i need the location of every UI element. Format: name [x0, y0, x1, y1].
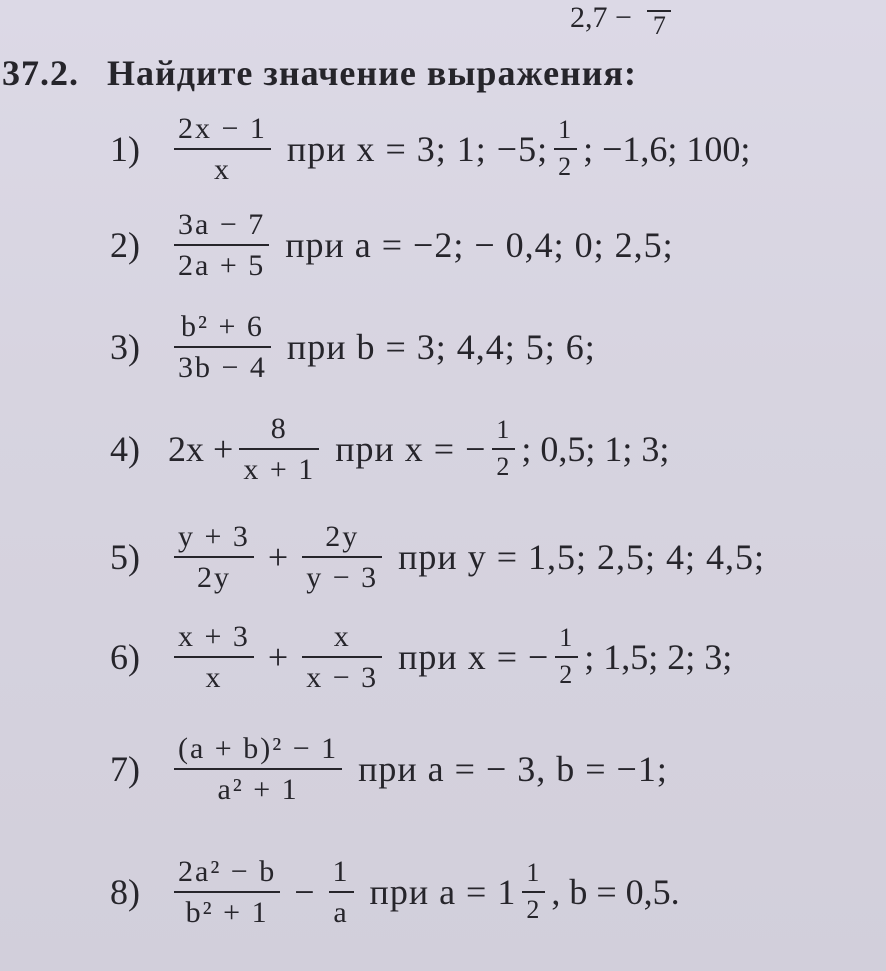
fraction-denominator: 2a + 5	[178, 249, 266, 282]
exercise-title: Найдите значение выражения:	[107, 53, 637, 93]
fraction-numerator: 2y	[325, 520, 360, 553]
fraction-denominator: 2	[526, 895, 542, 924]
condition-text: при x = 3; 1; −5;	[286, 129, 549, 169]
fraction-numerator: 1	[558, 115, 574, 145]
operator: +	[267, 537, 289, 577]
fraction-numerator: 2x − 1	[178, 112, 267, 145]
expression-fraction	[174, 310, 271, 384]
expression-fraction-2	[302, 520, 382, 594]
exercise-header	[2, 52, 637, 94]
fraction-numerator: b² + 6	[181, 310, 264, 343]
operator: −	[294, 872, 315, 912]
condition-fraction	[522, 859, 545, 924]
condition-text-end: ; −1,6; 100;	[583, 129, 751, 169]
fraction-numerator: y + 3	[178, 520, 250, 553]
condition-fraction	[555, 624, 578, 689]
item-label: 3)	[110, 327, 140, 367]
fraction-denominator: 2	[559, 660, 575, 689]
expression-fraction	[174, 112, 271, 186]
fraction-numerator: (a + b)² − 1	[178, 732, 339, 765]
condition-text-end: ; 1,5; 2; 3;	[584, 637, 733, 677]
item-label: 8)	[110, 872, 140, 912]
exercise-number: 37.2.	[2, 53, 79, 93]
fraction-denominator: x	[205, 661, 223, 694]
item-label: 5)	[110, 537, 140, 577]
fragment-text: 2,7 −	[570, 0, 632, 34]
item-label: 4)	[110, 429, 140, 469]
fraction-numerator: 1	[332, 855, 350, 888]
item-label: 7)	[110, 749, 140, 789]
fraction-denominator: 2	[496, 452, 512, 481]
previous-exercise-fragment	[570, 0, 677, 40]
condition-text: при x = −	[398, 637, 550, 677]
fraction-denominator: 2y	[196, 561, 231, 594]
fraction-denominator: 2	[558, 152, 574, 181]
expression-item-3	[110, 310, 596, 384]
fraction-numerator: 1	[559, 623, 575, 653]
fraction-denominator: x − 3	[306, 661, 379, 694]
fraction-numerator: 8	[270, 412, 288, 445]
expression-prefix: 2x +	[168, 429, 234, 469]
fraction-numerator: 1	[526, 858, 542, 888]
condition-text: при a = −2; − 0,4; 0; 2,5;	[285, 225, 674, 265]
expression-fraction	[174, 732, 342, 806]
fraction-denominator: x	[213, 153, 231, 186]
expression-fraction-2	[302, 620, 382, 694]
expression-fraction	[239, 412, 319, 486]
fraction-denominator: y − 3	[306, 561, 379, 594]
item-label: 2)	[110, 225, 140, 265]
item-label: 6)	[110, 637, 140, 677]
condition-fraction	[554, 116, 577, 181]
fraction-denominator: b² + 1	[185, 896, 269, 929]
fraction-denominator: a² + 1	[217, 773, 299, 806]
expression-item-1	[110, 112, 750, 186]
item-label: 1)	[110, 129, 140, 169]
condition-text: при y = 1,5; 2,5; 4; 4,5;	[398, 537, 765, 577]
expression-fraction-2	[329, 855, 354, 929]
fraction-numerator: 3a − 7	[178, 208, 266, 241]
condition-text: при a = − 3, b = −1;	[358, 749, 668, 789]
condition-text: при b = 3; 4,4; 5; 6;	[286, 327, 596, 367]
expression-fraction-1	[174, 855, 280, 929]
expression-fraction-1	[174, 520, 254, 594]
fraction-numerator: 2a² − b	[178, 855, 277, 888]
expression-fraction	[174, 208, 269, 282]
expression-item-6	[110, 620, 732, 694]
condition-fraction	[492, 416, 515, 481]
fraction-numerator: 1	[496, 415, 512, 445]
fraction-numerator: x + 3	[178, 620, 250, 653]
expression-item-7	[110, 732, 668, 806]
expression-item-5	[110, 520, 765, 594]
fragment-fraction	[647, 0, 671, 40]
fraction-denominator: a	[333, 896, 349, 929]
fraction-numerator: x	[333, 620, 351, 653]
fraction-denominator: x + 1	[243, 453, 316, 486]
expression-item-4	[110, 412, 669, 486]
condition-text-end: ; 0,5; 1; 3;	[521, 429, 670, 469]
condition-text: при a = 1	[369, 872, 517, 912]
condition-text: при x = −	[335, 429, 487, 469]
expression-item-8	[110, 855, 680, 929]
fragment-fraction-denominator: 7	[652, 11, 666, 40]
expression-fraction-1	[174, 620, 254, 694]
condition-text-end: , b = 0,5.	[551, 872, 680, 912]
fraction-denominator: 3b − 4	[178, 351, 267, 384]
operator: +	[267, 637, 289, 677]
expression-item-2	[110, 208, 674, 282]
